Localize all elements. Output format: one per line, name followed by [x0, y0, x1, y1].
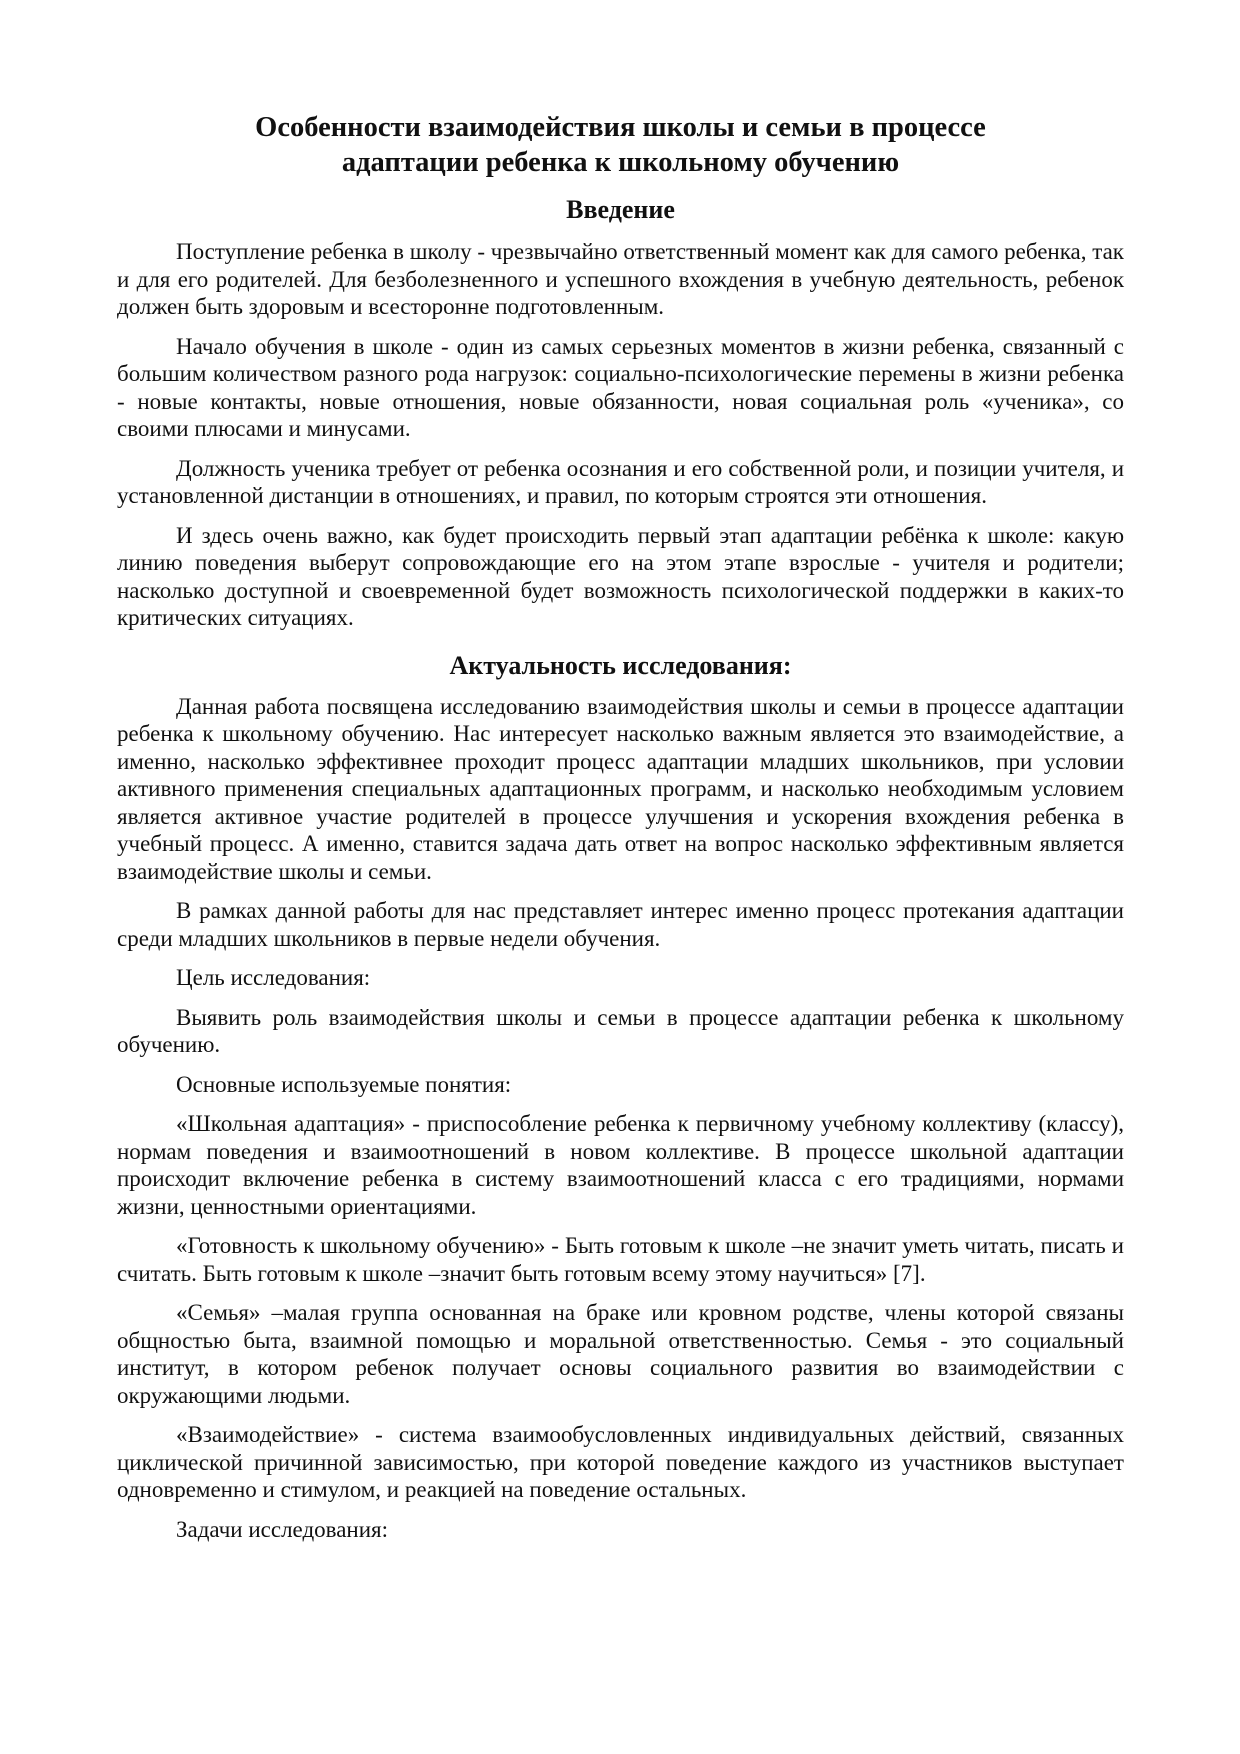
research-goal-text: Выявить роль взаимодействия школы и семьи в процессе адаптации ребенка к школьному обучению.: [117, 1004, 1124, 1057]
intro-paragraph: Начало обучения в школе - один из самых серьезных моментов в жизни ребенка, связанный с большим количеством разного рода нагрузок: социально-психологические перемены в жизни ребенка - новые контакты, новые отношения, новые обязанности, новая социальная роль «ученика», со своими плюсами и минусами.: [117, 333, 1124, 441]
relevance-paragraph: В рамках данной работы для нас представляет интерес именно процесс протекания адаптации среди младших школьников в первые недели обучения.: [117, 898, 1124, 951]
intro-paragraph: Должность ученика требует от ребенка осознания и его собственной роли, и позиции учителя, и установленной дистанции в отношениях, и правил, по которым строятся эти отношения.: [117, 455, 1124, 508]
concept-school-adaptation: «Школьная адаптация» - приспособление ребенка к первичному учебному коллективу (классу), нормам поведения и взаимоотношений в новом коллективе. В процессе школьной адаптации происходит включение ребенка в систему взаимоотношений класса с его традициями, нормами жизни, ценностными ориентациями.: [117, 1111, 1124, 1219]
concept-interaction: «Взаимодействие» - система взаимообусловленных индивидуальных действий, связанных циклической причинной зависимостью, при которой поведение каждого из участников выступает одновременно и стимулом, и реакцией на поведение остальных.: [117, 1422, 1124, 1502]
research-tasks-label: Задачи исследования:: [176, 1516, 389, 1542]
document-page: [117, 110, 1124, 1555]
intro-paragraph: Поступление ребенка в школу - чрезвычайно ответственный момент как для самого ребенка, так и для его родителей. Для безболезненного и успешного вхождения в учебную деятельность, ребенок должен быть здоровым и всесторонне подготовленным.: [117, 239, 1124, 319]
intro-section: [117, 238, 1124, 632]
relevance-section: [117, 693, 1124, 1544]
document-title: [117, 110, 1124, 180]
concept-school-readiness: «Готовность к школьному обучению» - Быть готовым к школе –не значит уметь читать, писать и считать. Быть готовым к школе –значит быть готовым всему этому научиться» [7].: [117, 1233, 1124, 1286]
concept-family: «Семья» –малая группа основанная на браке или кровном родстве, члены которой связаны общностью быта, взаимной помощью и моральной ответственностью. Семья - это социальный институт, в котором ребенок получает основы социального развития во взаимодействии с окружающими людьми.: [117, 1300, 1124, 1408]
title-line-2: адаптации ребенка к школьному обучению: [341, 147, 900, 178]
concepts-label: Основные используемые понятия:: [176, 1071, 512, 1097]
intro-paragraph: И здесь очень важно, как будет происходить первый этап адаптации ребёнка к школе: какую линию поведения выберут сопровождающие его на этом этапе взрослые - учителя и родители; насколько доступной и своевременной будет возможность психологической поддержки в каких-то критических ситуациях.: [117, 522, 1124, 630]
research-goal-label: Цель исследования:: [176, 965, 371, 990]
relevance-heading: Актуальность исследования:: [449, 650, 792, 680]
title-line-1: Особенности взаимодействия школы и семьи в процессе: [255, 112, 986, 143]
relevance-paragraph: Данная работа посвящена исследованию взаимодействия школы и семьи в процессе адаптации ребенка к школьному обучению. Нас интересует насколько важным является это взаимодействие, а именно, насколько эффективнее проходит процесс адаптации младших школьников, при условии активного применения специальных адаптационных программ, и насколько необходимым условием является активное участие родителей в процессе улучшения и ускорения вхождения ребенка в учебный процесс. А именно, ставится задача дать ответ на вопрос насколько эффективным является взаимодействие школы и семьи.: [117, 693, 1124, 884]
intro-heading: Введение: [566, 195, 675, 224]
